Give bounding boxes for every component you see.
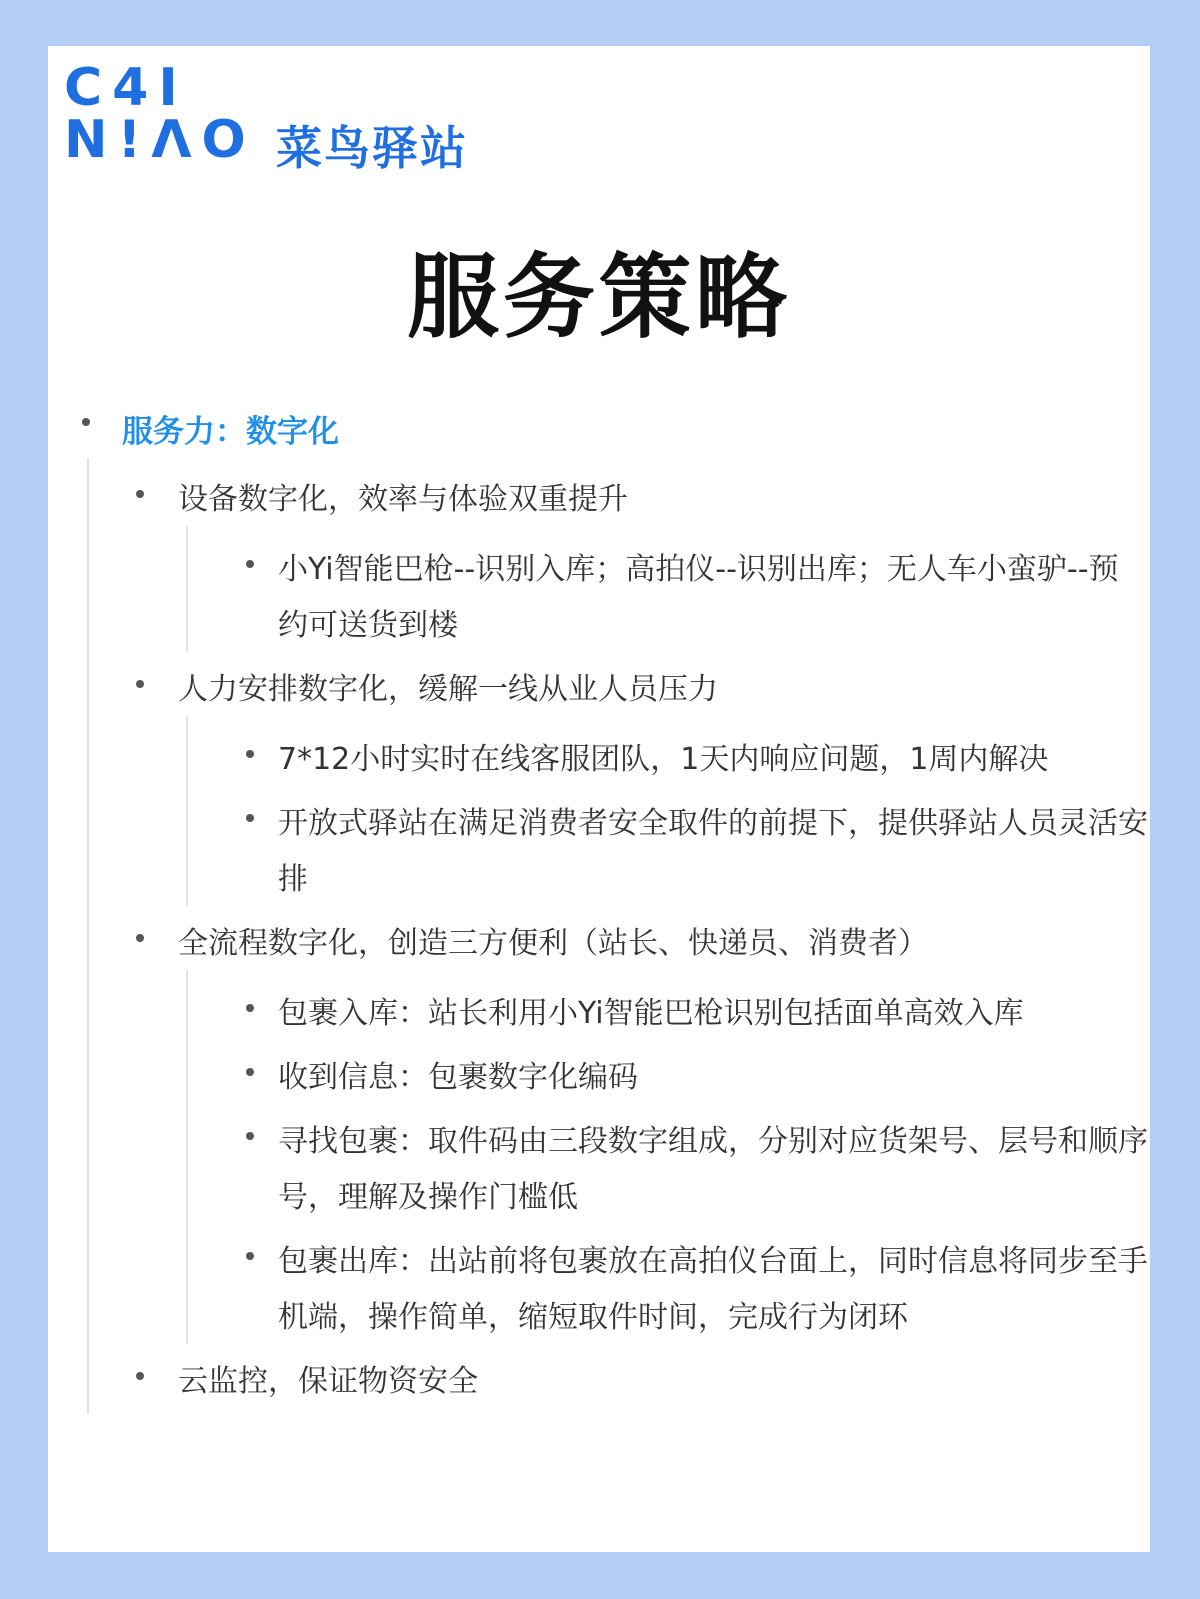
bullet-icon bbox=[246, 814, 254, 822]
bullet-icon bbox=[136, 934, 144, 942]
indent-guide bbox=[186, 716, 188, 906]
logo-wordmark-line1: C4I bbox=[64, 58, 188, 118]
outline-item bbox=[122, 468, 1138, 658]
outline-level-1 bbox=[78, 396, 1148, 1414]
outline-subitem bbox=[234, 728, 1138, 792]
outline-level-3 bbox=[178, 538, 1138, 658]
outline-subitem bbox=[234, 538, 1138, 658]
outline-item-text: 设备数字化，效率与体验双重提升 bbox=[178, 482, 628, 517]
bullet-icon bbox=[136, 490, 144, 498]
page-title: 服务策略 bbox=[406, 243, 791, 351]
outline-item-text: 云监控，保证物资安全 bbox=[178, 1364, 478, 1399]
outline-subitem bbox=[234, 982, 1138, 1046]
outline-subitem bbox=[234, 1110, 1148, 1230]
indent-guide bbox=[186, 526, 188, 652]
bullet-icon bbox=[246, 1068, 254, 1076]
outline-item-text: 全流程数字化，创造三方便利（站长、快递员、消费者） bbox=[178, 926, 928, 961]
bullet-icon bbox=[246, 1252, 254, 1260]
outline-subitem-text: 开放式驿站在满足消费者安全取件的前提下，提供驿站人员灵活安排 bbox=[278, 806, 1148, 897]
bullet-icon bbox=[246, 1004, 254, 1012]
bullet-icon bbox=[246, 750, 254, 758]
bullet-icon bbox=[136, 680, 144, 688]
bullet-icon bbox=[136, 1372, 144, 1380]
bullet-icon bbox=[246, 560, 254, 568]
outline-item bbox=[122, 1350, 1138, 1414]
bullet-icon bbox=[82, 418, 90, 426]
cainiao-logo bbox=[64, 58, 484, 175]
outline-item bbox=[122, 658, 1148, 912]
outline-item-text: 人力安排数字化，缓解一线从业人员压力 bbox=[178, 672, 718, 707]
outline-subitem-text: 7*12小时实时在线客服团队，1天内响应问题，1周内解决 bbox=[278, 742, 1049, 777]
section-heading: 服务力：数字化 bbox=[122, 414, 339, 450]
logo-chinese-name: 菜鸟驿站 bbox=[276, 121, 468, 175]
bullet-icon bbox=[246, 1132, 254, 1140]
outline-level-3 bbox=[178, 982, 1148, 1350]
outline-subitem bbox=[234, 1230, 1148, 1350]
section-item bbox=[78, 396, 1148, 1414]
outline-subitem-text: 收到信息：包裹数字化编码 bbox=[278, 1060, 638, 1095]
outline-tree bbox=[78, 396, 1148, 1414]
outline-subitem-text: 寻找包裹：取件码由三段数字组成，分别对应货架号、层号和顺序号，理解及操作门槛低 bbox=[278, 1124, 1148, 1215]
content-card bbox=[48, 46, 1150, 1552]
outline-subitem bbox=[234, 1046, 1138, 1110]
outline-item bbox=[122, 912, 1148, 1350]
outline-subitem bbox=[234, 792, 1148, 912]
outline-subitem-text: 小Yi智能巴枪--识别入库；高拍仪--识别出库；无人车小蛮驴--预约可送货到楼 bbox=[278, 552, 1119, 643]
indent-guide bbox=[87, 458, 89, 1414]
outline-subitem-text: 包裹入库：站长利用小Yi智能巴枪识别包括面单高效入库 bbox=[278, 996, 1024, 1031]
outline-level-2 bbox=[122, 468, 1148, 1414]
outline-subitem-text: 包裹出库：出站前将包裹放在高拍仪台面上，同时信息将同步至手机端，操作简单，缩短取件时间，完成行为闭环 bbox=[278, 1244, 1148, 1335]
logo-wordmark-line2: N!ΛO bbox=[64, 110, 256, 170]
outline-level-3 bbox=[178, 728, 1148, 912]
logo-wordmark bbox=[64, 58, 264, 170]
indent-guide bbox=[186, 970, 188, 1344]
